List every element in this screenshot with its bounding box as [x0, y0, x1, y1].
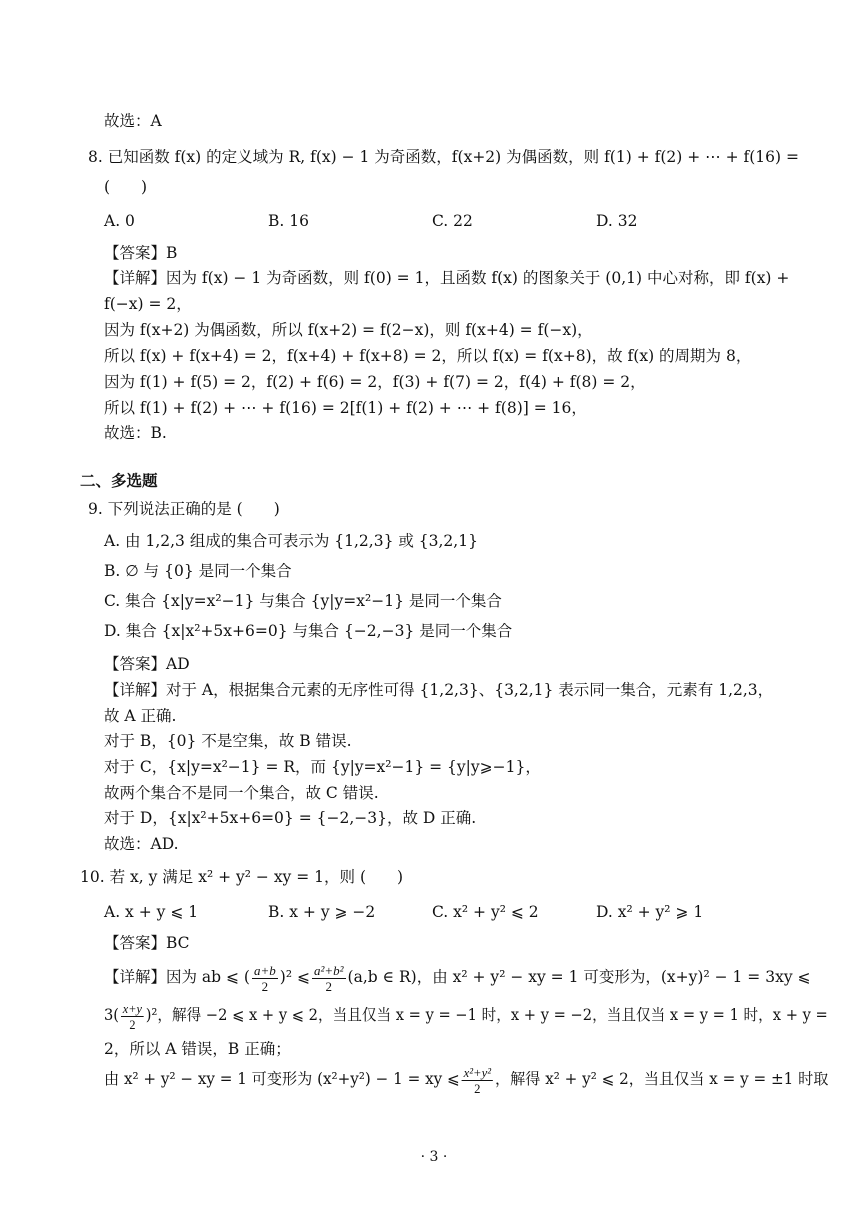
option-a: A. x + y ⩽ 1	[104, 903, 199, 921]
question-8-detail-line: 所以 f(1) + f(2) + ⋯ + f(16) = 2[f(1) + f(2) + ⋯ + f(8)] = 16，	[104, 399, 587, 417]
question-10-detail-line: 3( $\frac{x+y}{2}$ )²，解得 −2 ⩽ x + y ⩽ 2，当且仅当 x = y = −1 时，x + y = −2，当且仅当 x = y = 1 时，x + y =	[104, 1000, 828, 1032]
option-c: C. 22	[432, 212, 473, 230]
question-9-detail-line: 【详解】对于 A，根据集合元素的无序性可得 {1,2,3}、{3,2,1} 表示同一集合，元素有 1,2,3，	[104, 681, 774, 699]
page-number: · 3 ·	[420, 1149, 448, 1165]
option-d: D. x² + y² ⩾ 1	[596, 903, 704, 921]
question-8-detail-line: 【详解】因为 f(x) − 1 为奇函数，则 f(0) = 1，且函数 f(x) 的图象关于 (0,1) 中心对称，即 f(x) +	[104, 269, 790, 287]
question-9-option-d: D. 集合 {x|x²+5x+6=0} 与集合 {−2,−3} 是同一个集合	[104, 622, 513, 640]
section-heading: 二、多选题	[80, 471, 158, 490]
fraction: $\frac{\text{x²+y²}}{2}$	[463, 1064, 492, 1096]
question-8-blank: ( )	[104, 178, 148, 196]
question-8-detail-line: 因为 f(1) + f(5) = 2，f(2) + f(6) = 2，f(3) + f(7) = 2，f(4) + f(8) = 2，	[104, 373, 646, 391]
question-9-answer: 【答案】AD	[104, 655, 190, 673]
question-9-detail-line: 故选：AD.	[104, 835, 179, 853]
option-b: B. x + y ⩾ −2	[268, 903, 376, 921]
question-10-detail-line: 【详解】因为 ab ⩽ ( $\frac{a+b}{2}$ )² ⩽ $\frac{\text{a²+b²}}{2}$ (a,b ∈ R)，由 x² + y² − xy = 1 可变形为，(x+y)² − 1 = 3xy ⩽	[104, 962, 811, 994]
option-b: B. 16	[268, 212, 309, 230]
question-8-detail-line: f(−x) = 2，	[104, 295, 192, 313]
option-d: D. 32	[596, 212, 638, 230]
question-8-answer: 【答案】B	[104, 244, 178, 262]
question-9-detail-line: 对于 D，{x|x²+5x+6=0} = {−2,−3}，故 D 正确.	[104, 809, 477, 827]
answer-choice-line: 故选：A	[104, 112, 162, 130]
question-9-detail-line: 对于 C，{x|y=x²−1} = R，而 {y|y=x²−1} = {y|y⩾−1}，	[104, 758, 541, 776]
question-9-stem: 9. 下列说法正确的是 ( )	[88, 500, 280, 518]
question-9-option-b: B. ∅ 与 {0} 是同一个集合	[104, 562, 292, 580]
fraction: $\frac{\text{a²+b²}}{2}$	[313, 962, 344, 994]
question-9-detail-line: 故两个集合不是同一个集合，故 C 错误.	[104, 784, 379, 802]
question-8-detail-line: 所以 f(x) + f(x+4) = 2，f(x+4) + f(x+8) = 2，所以 f(x) = f(x+8)，故 f(x) 的周期为 8，	[104, 347, 752, 365]
question-9-option-c: C. 集合 {x|y=x²−1} 与集合 {y|y=x²−1} 是同一个集合	[104, 592, 502, 610]
question-9-detail-line: 对于 B，{0} 不是空集，故 B 错误.	[104, 732, 352, 750]
fraction: $\frac{x+y}{2}$	[122, 1000, 142, 1032]
question-9-option-a: A. 由 1,2,3 组成的集合可表示为 {1,2,3} 或 {3,2,1}	[104, 532, 478, 550]
question-8-stem: 8. 已知函数 f(x) 的定义域为 R, f(x) − 1 为奇函数，f(x+2) 为偶函数，则 f(1) + f(2) + ⋯ + f(16) =	[88, 148, 799, 166]
question-10-answer: 【答案】BC	[104, 934, 190, 952]
option-a: A. 0	[104, 212, 135, 230]
fraction: $\frac{a+b}{2}$	[253, 962, 276, 994]
question-10-stem: 10. 若 x, y 满足 x² + y² − xy = 1，则 ( )	[80, 868, 404, 886]
question-10-detail-line: 2，所以 A 错误，B 正确；	[104, 1040, 291, 1058]
question-8-detail-line: 故选：B.	[104, 424, 167, 442]
question-10-detail-line: 由 x² + y² − xy = 1 可变形为 (x²+y²) − 1 = xy ⩽ $\frac{\text{x²+y²}}{2}$ ，解得 x² + y² ⩽ 2，当且仅当 x = y = ±1 时取	[104, 1064, 829, 1096]
option-c: C. x² + y² ⩽ 2	[432, 903, 539, 921]
question-9-detail-line: 故 A 正确.	[104, 707, 177, 725]
question-8-detail-line: 因为 f(x+2) 为偶函数，所以 f(x+2) = f(2−x)，则 f(x+4) = f(−x)，	[104, 321, 593, 339]
